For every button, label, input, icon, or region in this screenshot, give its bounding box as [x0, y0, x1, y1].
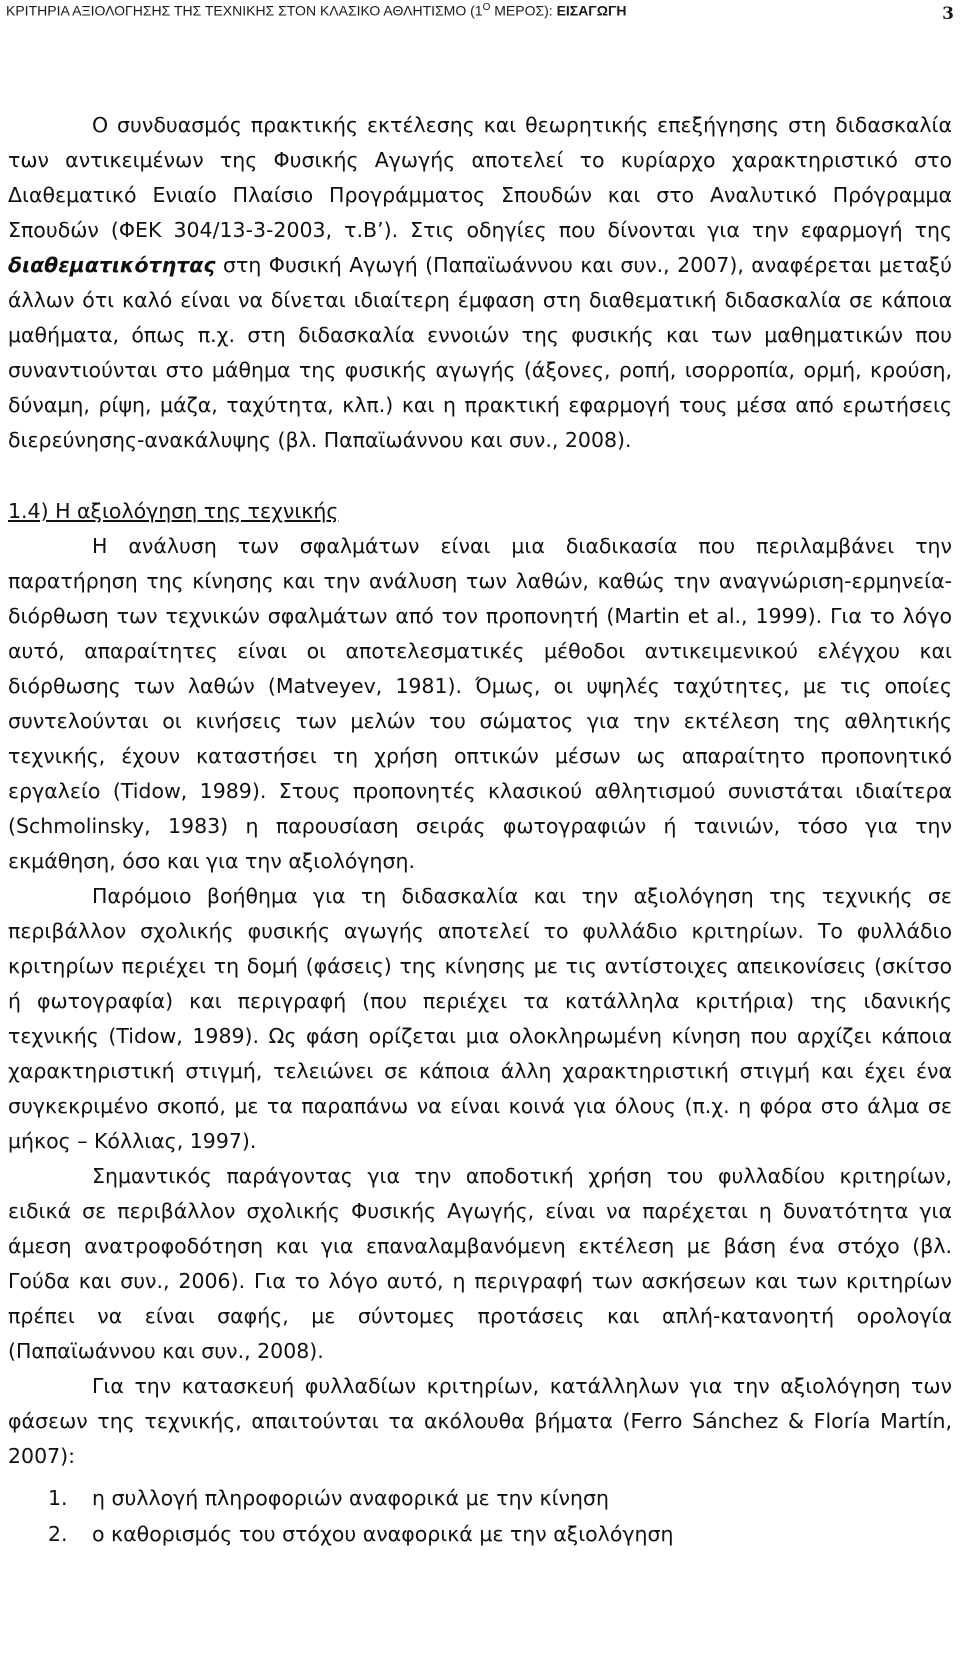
header-title-main: ΚΡΙΤΗΡΙΑ ΑΞΙΟΛΟΓΗΣΗΣ ΤΗΣ ΤΕΧΝΙΚΗΣ ΣΤΟΝ ΚΛΑΣΙΚΟ ΑΘΛΗΤΙΣΜΟ (1: [6, 2, 483, 19]
document-body: [8, 108, 952, 1552]
section-spacer: [8, 458, 952, 494]
list-item: [48, 1516, 952, 1552]
section-paragraph: Για την κατασκευή φυλλαδίων κριτηρίων, κατάλληλων για την αξιολόγηση των φάσεων της τεχνικής, απαιτούνται τα ακόλουθα βήματα (Ferro Sánchez & Floría Martín, 2007):: [8, 1374, 952, 1468]
section-heading: 1.4) Η αξιολόγηση της τεχνικής: [8, 499, 339, 523]
page-number: 3: [942, 4, 954, 24]
list-item-number: 2.: [48, 1522, 68, 1546]
list-item-text: η συλλογή πληροφοριών αναφορικά με την κίνηση: [92, 1486, 609, 1510]
intro-paragraph-emphasis: διαθεματικότητας: [8, 253, 216, 277]
intro-paragraph-text-after: στη Φυσική Αγωγή (Παπαϊωάννου και συν., 2007), αναφέρεται μεταξύ άλλων ότι καλό είναι να δίνεται ιδιαίτερη έμφαση στη διαθεματική διδασκαλία σε κάποια μαθήματα, όπως π.χ. στη διδασκαλία εννοιών της φυσικής και των μαθηματικών που συναντιούνται στο μάθημα της φυσικής αγωγής (άξονες, ροπή, ισορροπία, ορμή, κρούση, δύναμη, ρίψη, μάζα, ταχύτητα, κλπ.) και η πρακτική εφαρμογή τους μέσα από ερωτήσεις διερεύνησης-ανακάλυψης (βλ. Παπαϊωάννου και συν., 2008).: [8, 253, 952, 452]
list-item-text: ο καθορισμός του στόχου αναφορικά με την αξιολόγηση: [92, 1522, 674, 1546]
header-part-label: ΕΙΣΑΓΩΓΗ: [556, 2, 627, 19]
intro-paragraph-text-before: Ο συνδυασμός πρακτικής εκτέλεσης και θεωρητικής επεξήγησης στη διδασκαλία των αντικειμένων της Φυσικής Αγωγής αποτελεί το κυρίαρχο χαρακτηριστικό στο Διαθεματικό Ενιαίο Πλαίσιο Προγράμματος Σπουδών και στο Αναλυτικό Πρόγραμμα Σπουδών (ΦΕΚ 304/13-3-2003, τ.Β’). Στις οδηγίες που δίνονται για την εφαρμογή της: [8, 113, 952, 242]
list-item-number: 1.: [48, 1486, 68, 1510]
criteria-steps-list: [8, 1480, 952, 1552]
section-paragraph: Παρόμοιο βοήθημα για τη διδασκαλία και την αξιολόγηση της τεχνικής σε περιβάλλον σχολικής φυσικής αγωγής αποτελεί το φυλλάδιο κριτηρίων. Το φυλλάδιο κριτηρίων περιέχει τη δομή (φάσεις) της κίνησης με τις αντίστοιχες απεικονίσεις (σκίτσο ή φωτογραφία) και περιγραφή (που περιέχει τα κατάλληλα κριτήρια) της ιδανικής τεχνικής (Tidow, 1989). Ως φάση ορίζεται μια ολοκληρωμένη κίνηση που αρχίζει κάποια χαρακτηριστική στιγμή, τελειώνει σε κάποια άλλη χαρακτηριστική στιγμή και έχει ένα συγκεκριμένο σκοπό, με τα παραπάνω να είναι κοινά για όλους (π.χ. η φόρα στο άλμα σε μήκος – Κόλλιας, 1997).: [8, 884, 952, 1153]
section-paragraph: Σημαντικός παράγοντας για την αποδοτική χρήση του φυλλαδίου κριτηρίων, ειδικά σε περιβάλλον σχολικής Φυσικής Αγωγής, είναι να παρέχεται η δυνατότητα για άμεση ανατροφοδότηση και για επαναλαμβανόμενη εκτέλεση με βάση ένα στόχο (βλ. Γούδα και συν., 2006). Για το λόγο αυτό, η περιγραφή των ασκήσεων και των κριτηρίων πρέπει να είναι σαφής, με σύντομες προτάσεις και απλή-κατανοητή ορολογία (Παπαϊωάννου και συν., 2008).: [8, 1164, 952, 1363]
running-header: [6, 2, 954, 26]
header-title: [6, 2, 626, 19]
header-title-superscript: Ο: [482, 2, 491, 13]
list-item: [48, 1480, 952, 1516]
intro-paragraph: [8, 108, 952, 458]
header-title-after: ΜΕΡΟΣ):: [490, 2, 557, 19]
section-paragraph: Η ανάλυση των σφαλμάτων είναι μια διαδικασία που περιλαμβάνει την παρατήρηση της κίνησης και την ανάλυση των λαθών, καθώς την αναγνώριση-ερμηνεία-διόρθωση των τεχνικών σφαλμάτων από τον προπονητή (Martin et al., 1999). Για το λόγο αυτό, απαραίτητες είναι οι αποτελεσματικές μέθοδοι αντικειμενικού ελέγχου και διόρθωσης των λαθών (Matveyev, 1981). Όμως, οι υψηλές ταχύτητες, με τις οποίες συντελούνται οι κινήσεις των μελών του σώματος για την εκτέλεση της αθλητικής τεχνικής, έχουν καταστήσει τη χρήση οπτικών μέσων ως απαραίτητο προπονητικό εργαλείο (Tidow, 1989). Στους προπονητές κλασικού αθλητισμού συνιστάται ιδιαίτερα (Schmolinsky, 1983) η παρουσίαση σειράς φωτογραφιών ή ταινιών, τόσο για την εκμάθηση, όσο και για την αξιολόγηση.: [8, 534, 952, 873]
